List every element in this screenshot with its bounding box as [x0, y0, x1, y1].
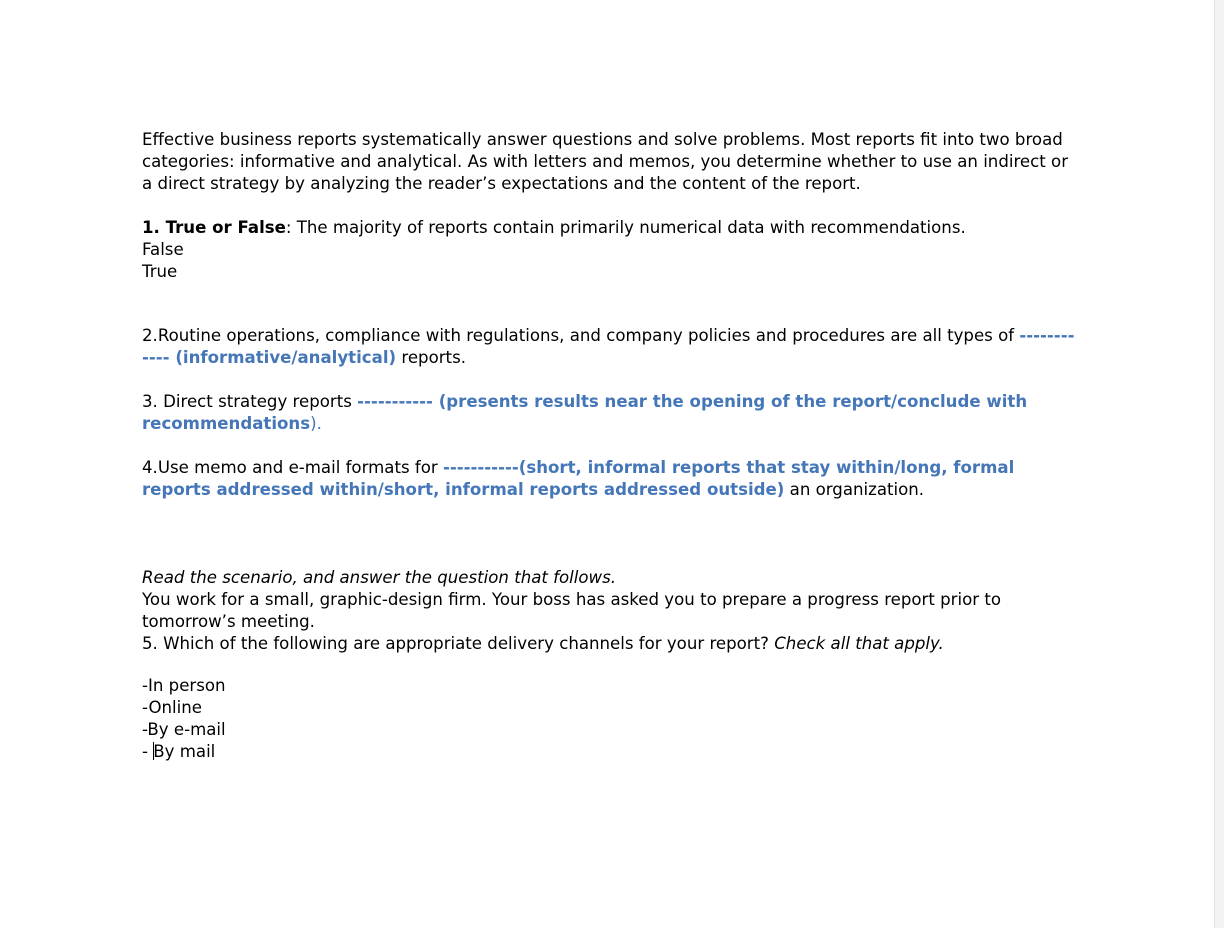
spacer — [142, 653, 1078, 675]
spacer — [142, 435, 1078, 457]
question-2-text: 2.Routine operations, compliance with regulations, and company policies and procedures are all types of — [142, 326, 1020, 345]
spacer — [142, 195, 1078, 217]
question-2-blank: ------------ — [142, 326, 1075, 367]
question-5-instruction: Check all that apply. — [774, 634, 944, 653]
question-1 — [142, 217, 1078, 239]
scenario-instruction: Read the scenario, and answer the question that follows. — [142, 568, 617, 587]
question-1-label: 1. True or False — [142, 218, 286, 237]
question-4-choices: (short, informal reports that stay within/long, formal reports addressed within/short, informal reports addressed outside) — [142, 458, 1015, 499]
delivery-option-mail-prefix: - — [142, 742, 154, 761]
question-3-choices: (presents results near the opening of the report/conclude with recommendations — [142, 392, 1028, 433]
question-1-text: : The majority of reports contain primarily numerical data with recommendations. — [285, 218, 966, 237]
question-1-option-true: True — [142, 262, 178, 281]
question-3-text-end: ). — [310, 414, 322, 433]
vertical-scrollbar[interactable] — [1214, 0, 1224, 928]
document-body — [142, 129, 1078, 763]
question-3-blank: ----------- — [357, 392, 439, 411]
question-4-text: 4.Use memo and e-mail formats for — [142, 458, 443, 477]
question-1-option-false: False — [142, 240, 184, 259]
delivery-option-in-person: -In person — [142, 676, 226, 695]
delivery-option-email: -By e-mail — [142, 720, 226, 739]
question-4 — [142, 457, 1078, 501]
question-5-text: 5. Which of the following are appropriate delivery channels for your report? — [142, 634, 775, 653]
question-3 — [142, 391, 1078, 435]
delivery-option-mail[interactable] — [142, 741, 1078, 763]
question-2-text-end: reports. — [396, 348, 466, 367]
intro-paragraph: Effective business reports systematically answer questions and solve problems. Most reports fit into two broad categories: informative and analytical. As with letters and memos, you determine whether to use an indirect or a direct strategy by analyzing the reader’s expectations and the content of the report. — [142, 130, 1069, 193]
question-5 — [142, 633, 1078, 653]
question-2-choices: (informative/analytical) — [175, 348, 397, 367]
question-4-blank: ----------- — [442, 458, 519, 477]
delivery-option-mail-text: By mail — [153, 742, 216, 761]
delivery-option-online: -Online — [142, 698, 202, 717]
question-3-text: 3. Direct strategy reports — [142, 392, 358, 411]
spacer — [142, 283, 1078, 325]
question-2 — [142, 325, 1078, 369]
spacer — [142, 501, 1078, 567]
spacer — [142, 369, 1078, 391]
scenario-text: You work for a small, graphic-design firm. Your boss has asked you to prepare a progress report prior to tomorrow’s meeting. — [142, 590, 1002, 631]
question-4-text-end: an organization. — [784, 480, 925, 499]
